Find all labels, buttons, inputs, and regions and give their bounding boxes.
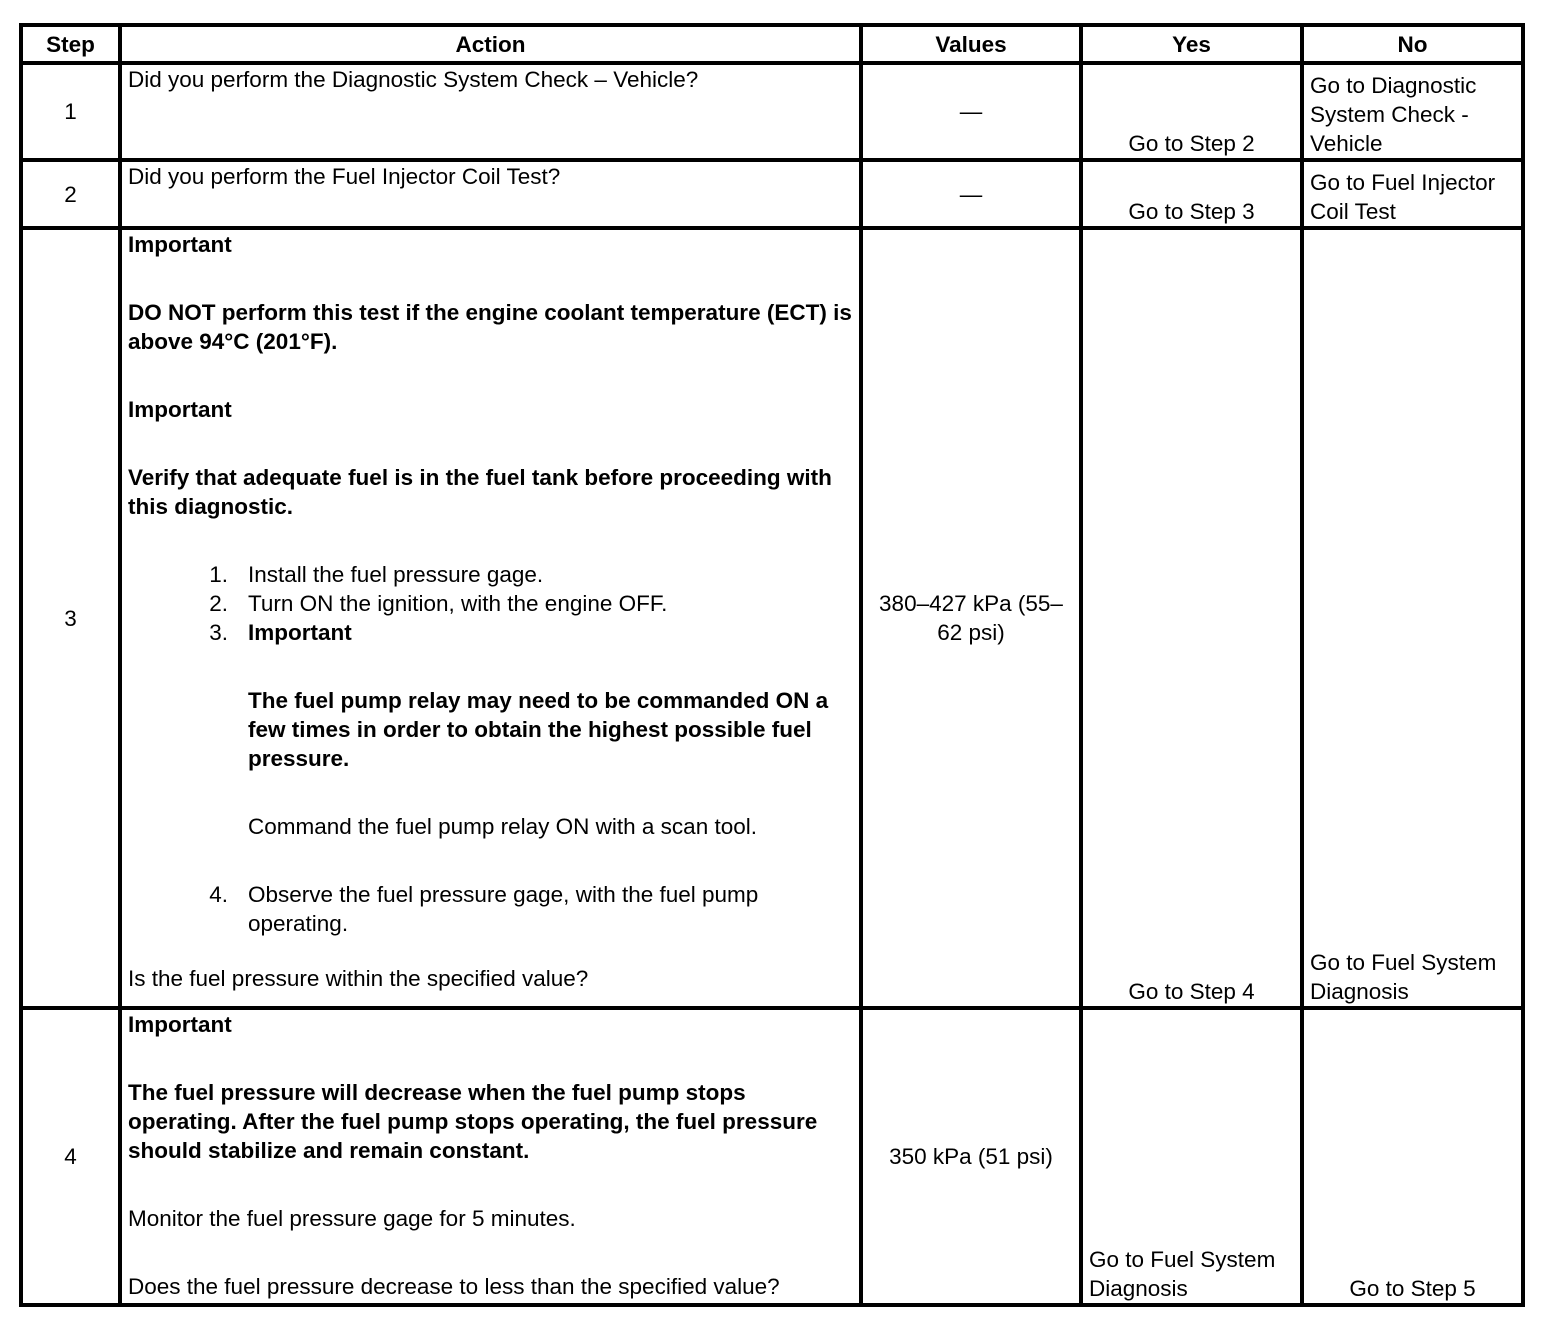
action-question: Does the fuel pressure decrease to less than the specified value? <box>128 1274 780 1299</box>
header-action: Action <box>120 25 861 63</box>
substep-text: Install the fuel pressure gage. <box>248 562 544 587</box>
substep-text: Turn ON the ignition, with the engine OFF. <box>248 591 668 616</box>
yes-cell: Go to Step 2 <box>1081 63 1302 160</box>
important-note: The fuel pump relay may need to be commanded ON a few times in order to obtain the highest possible fuel pressure. <box>248 688 829 771</box>
substep-item <box>128 589 853 618</box>
substep-item <box>128 560 853 589</box>
important-label: Important <box>128 397 232 422</box>
header-values: Values <box>861 25 1081 63</box>
no-cell: Go to Diagnostic System Check - Vehicle <box>1302 63 1523 160</box>
substep-number: 4. <box>209 882 228 907</box>
important-note: The fuel pressure will decrease when the fuel pump stops operating. After the fuel pump stops operating, the fuel pressure should stabilize and remain constant. <box>128 1080 818 1163</box>
important-label: Important <box>248 620 352 645</box>
step-number: 2 <box>21 160 120 228</box>
header-yes: Yes <box>1081 25 1302 63</box>
action-cell <box>120 63 861 160</box>
table-row <box>21 1008 1523 1305</box>
action-cell <box>120 228 861 1008</box>
yes-cell: Go to Step 3 <box>1081 160 1302 228</box>
no-cell: Go to Fuel Injector Coil Test <box>1302 160 1523 228</box>
step-number: 1 <box>21 63 120 160</box>
substep-list <box>128 560 853 938</box>
table-row <box>21 228 1523 1008</box>
action-cell <box>120 160 861 228</box>
header-row <box>21 25 1523 63</box>
no-cell: Go to Fuel System Diagnosis <box>1302 228 1523 1008</box>
action-question: Did you perform the Fuel Injector Coil Test? <box>128 164 561 189</box>
yes-cell: Go to Fuel System Diagnosis <box>1081 1008 1302 1305</box>
action-instruction: Monitor the fuel pressure gage for 5 minutes. <box>128 1206 576 1231</box>
important-note: Verify that adequate fuel is in the fuel tank before proceeding with this diagnostic. <box>128 465 832 519</box>
substep-text <box>228 618 853 841</box>
values-cell: — <box>861 63 1081 160</box>
action-cell <box>120 1008 861 1305</box>
step-number: 3 <box>21 228 120 1008</box>
action-question: Is the fuel pressure within the specified value? <box>128 966 589 991</box>
table-row <box>21 63 1523 160</box>
diagnostic-table <box>19 23 1525 1307</box>
action-question: Did you perform the Diagnostic System Check – Vehicle? <box>128 67 699 92</box>
substep-number: 3. <box>209 620 228 645</box>
table-row <box>21 160 1523 228</box>
header-step: Step <box>21 25 120 63</box>
values-cell: — <box>861 160 1081 228</box>
substep-item <box>128 618 853 841</box>
important-label: Important <box>128 1012 232 1037</box>
substep-text: Observe the fuel pressure gage, with the fuel pump operating. <box>248 882 759 936</box>
no-cell: Go to Step 5 <box>1302 1008 1523 1305</box>
yes-cell: Go to Step 4 <box>1081 228 1302 1008</box>
step-number: 4 <box>21 1008 120 1305</box>
values-cell: 380–427 kPa (55–62 psi) <box>861 228 1081 1008</box>
substep-instruction: Command the fuel pump relay ON with a scan tool. <box>248 814 757 839</box>
substep-number: 1. <box>209 562 228 587</box>
substep-item <box>128 880 853 938</box>
values-cell: 350 kPa (51 psi) <box>861 1008 1081 1305</box>
header-no: No <box>1302 25 1523 63</box>
important-label: Important <box>128 232 232 257</box>
substep-number: 2. <box>209 591 228 616</box>
important-note: DO NOT perform this test if the engine coolant temperature (ECT) is above 94°C (201°F). <box>128 300 852 354</box>
